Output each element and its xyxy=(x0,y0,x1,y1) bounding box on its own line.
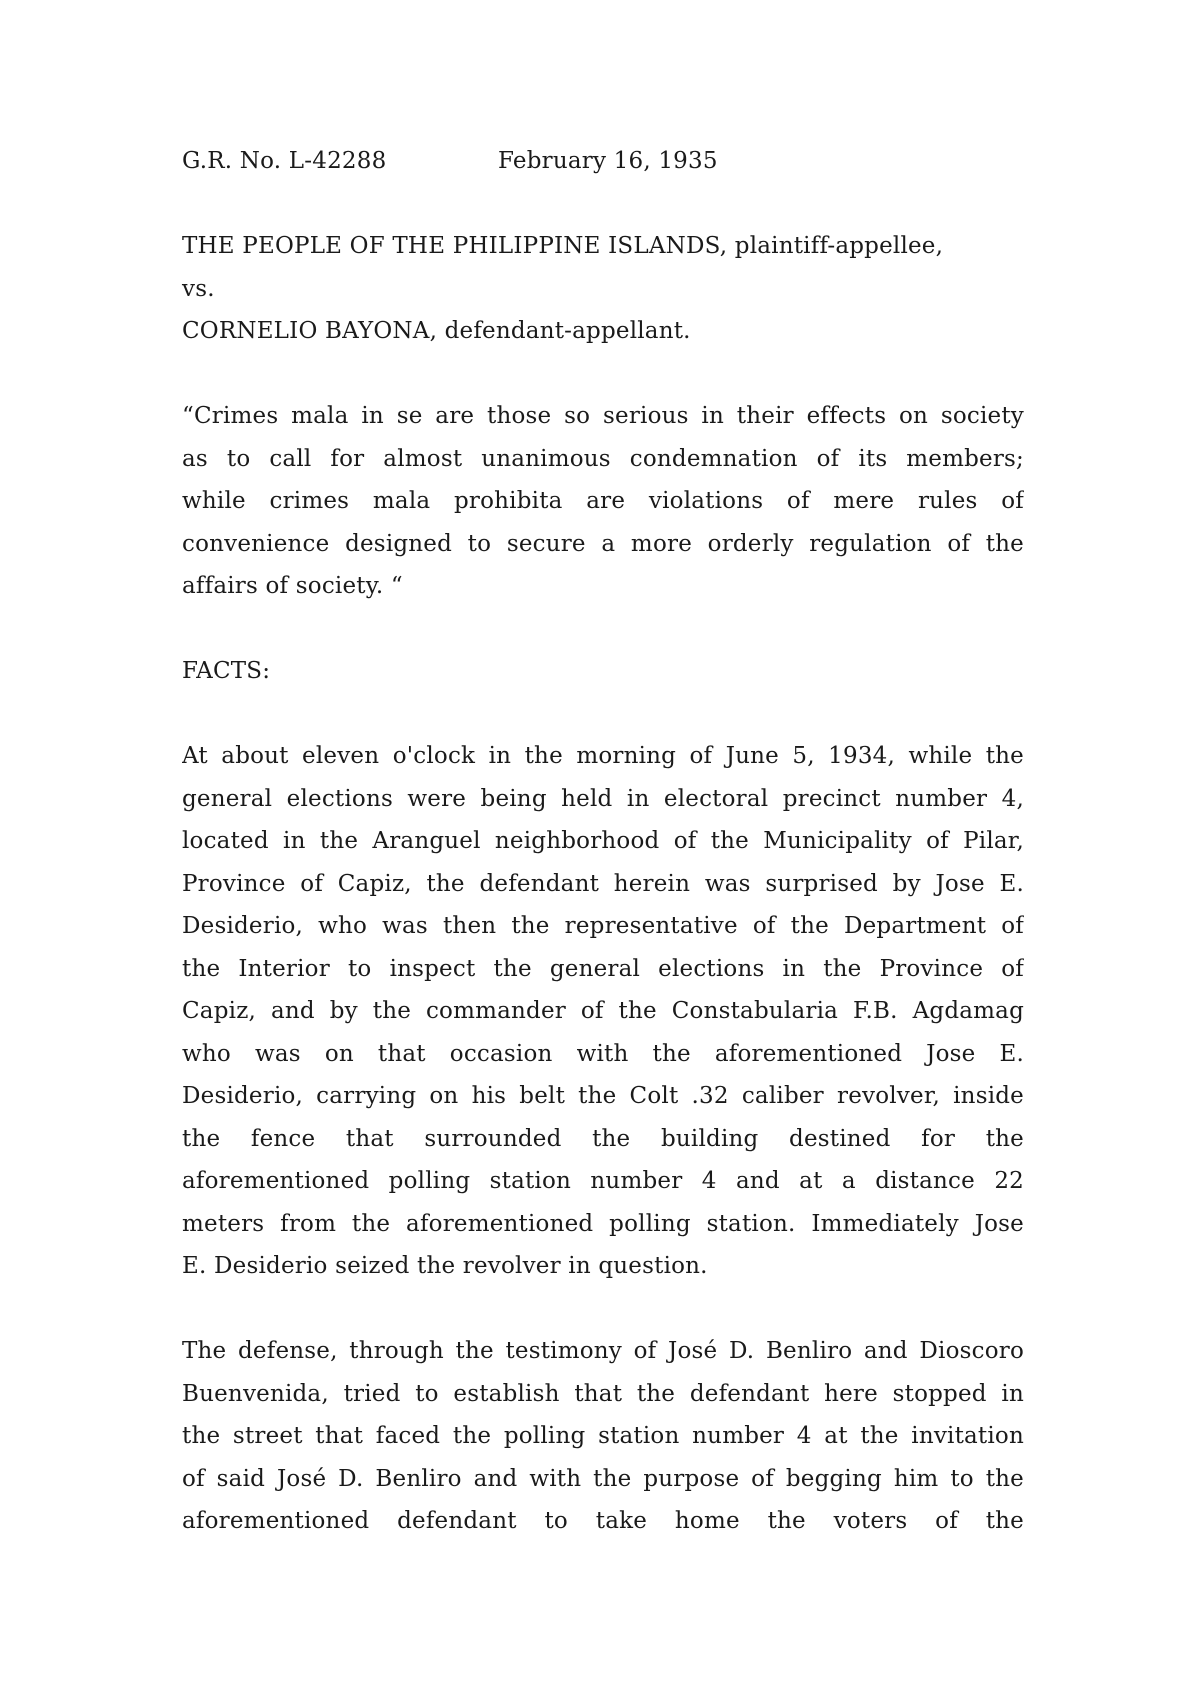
paragraph-line: meters from the aforementioned polling station. Immediately Jose xyxy=(182,1210,1024,1237)
paragraph-line: Desiderio, who was then the representative of the Department of xyxy=(182,913,1024,939)
paragraph-line: Capiz, and by the commander of the Constabularia F.B. Agdamag xyxy=(182,998,1024,1024)
paragraph-line: The defense, through the testimony of José D. Benliro and Dioscoro xyxy=(182,1338,1024,1364)
spacer xyxy=(182,183,1024,226)
paragraph-line: Province of Capiz, the defendant herein was surprised by Jose E. xyxy=(182,870,1024,897)
facts-heading: FACTS: xyxy=(182,658,271,684)
paragraph-line: of said José D. Benliro and with the purpose of begging him to the xyxy=(182,1465,1024,1492)
quote-line: convenience designed to secure a more orderly regulation of the xyxy=(182,530,1024,557)
plaintiff-line: THE PEOPLE OF THE PHILIPPINE ISLANDS, plaintiff-appellee, xyxy=(182,233,944,259)
case-number: G.R. No. L-42288 xyxy=(182,148,387,174)
paragraph-line: Buenvenida, tried to establish that the defendant here stopped in xyxy=(182,1380,1024,1407)
paragraph-line: general elections were being held in electoral precinct number 4, xyxy=(182,785,1024,812)
paragraph-line: the Interior to inspect the general elections in the Province of xyxy=(182,955,1024,982)
document-body xyxy=(182,140,1024,1543)
facts-paragraph-2 xyxy=(182,1330,1024,1543)
quote-paragraph xyxy=(182,395,1024,608)
spacer xyxy=(182,1288,1024,1331)
paragraph-line: the street that faced the polling station number 4 at the invitation xyxy=(182,1423,1024,1449)
quote-line: “Crimes mala in se are those so serious in their effects on society xyxy=(182,403,1024,429)
paragraph-line: aforementioned defendant to take home the voters of the xyxy=(182,1508,1024,1534)
case-date: February 16, 1935 xyxy=(498,148,718,174)
spacer xyxy=(182,353,1024,396)
paragraph-line: who was on that occasion with the aforementioned Jose E. xyxy=(182,1040,1024,1067)
defendant-line: CORNELIO BAYONA, defendant-appellant. xyxy=(182,318,691,344)
quote-line: as to call for almost unanimous condemnation of its members; xyxy=(182,445,1024,472)
facts-paragraph-1 xyxy=(182,735,1024,1288)
spacer xyxy=(182,608,1024,651)
quote-line: while crimes mala prohibita are violations of mere rules of xyxy=(182,488,1024,514)
spacer xyxy=(182,693,1024,736)
quote-line: affairs of society. “ xyxy=(182,573,403,599)
paragraph-line: aforementioned polling station number 4 and at a distance 22 xyxy=(182,1168,1024,1194)
paragraph-line: Desiderio, carrying on his belt the Colt .32 caliber revolver, inside xyxy=(182,1083,1024,1109)
paragraph-line: E. Desiderio seized the revolver in question. xyxy=(182,1253,708,1279)
paragraph-line: At about eleven o'clock in the morning of June 5, 1934, while the xyxy=(182,743,1024,769)
paragraph-line: the fence that surrounded the building destined for the xyxy=(182,1125,1024,1152)
case-header xyxy=(182,140,1024,183)
paragraph-line: located in the Aranguel neighborhood of the Municipality of Pilar, xyxy=(182,828,1024,854)
versus-line: vs. xyxy=(182,275,215,302)
